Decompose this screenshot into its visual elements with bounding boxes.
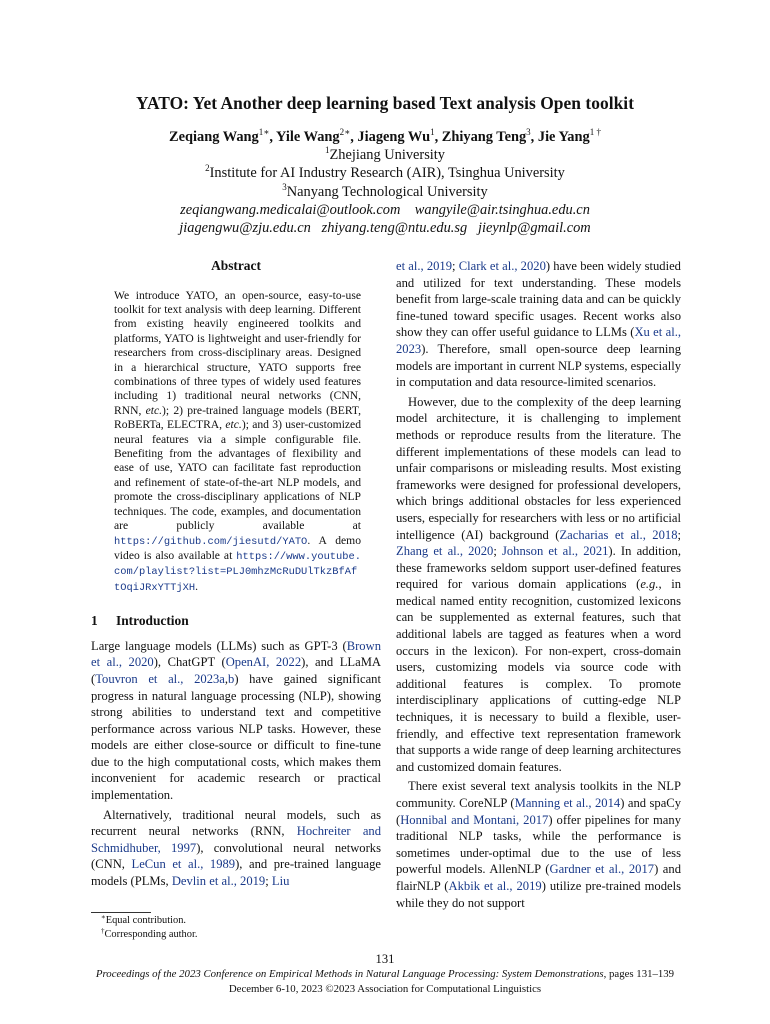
citation-link[interactable]: Liu	[271, 874, 290, 889]
text-span: ) offer pipelines for many traditional NLP tasks, while the performance is sometimes under-optimal due to the use of less powerful models. AllenNLP (	[396, 812, 681, 877]
proceedings-line: December 6-10, 2023 ©2023 Association for Computational Linguistics	[228, 982, 542, 995]
author-mark: 1 †	[589, 127, 601, 137]
author-emails: zeqiangwang.medicalai@outlook.com wangyile@air.tsinghua.edu.cn	[180, 201, 590, 218]
abstract-span: We introduce YATO, an open-source, easy-to-use toolkit for text analysis with deep learning. Different from existing heavily engineered toolkits and platforms, YATO is lightweight and user-friendly for researchers from cross-disciplinary areas. Designed in a hierarchical structure, YATO supports free combinations of three types of widely used features including 1) traditional neural networks (CNN, RNN,	[114, 288, 361, 417]
text-span: ,	[224, 671, 229, 686]
text-span: However, due to the complexity of the deep learning model architecture, it is challenging to implement methods or reproduce results from the literature. The different implementations of these models can lead to unfair comparisons or misleading results. Most existing frameworks were designed for professional developers, which brings additional obstacles for less experienced users, especially for researchers with less or no artificial intelligence (AI) background (	[396, 394, 681, 542]
text-span: ) have gained significant progress in natural language processing (NLP), showing strong abilities to understand text and competitive performance across various NLP tasks. However, these models are either close-source or difficult to fine-tune due to the high computational costs, which makes them inconvenient for academic research or practical implementation.	[91, 671, 381, 803]
text-span: Large language models (LLMs) such as GPT-3 (	[91, 638, 347, 653]
youtube-link[interactable]: https://www.youtube.com/playlist?list=PLJ0mhzMcRuDUlTkzBfAftOqiJRxYTTjXH	[114, 550, 361, 594]
section-number: 1	[91, 613, 98, 629]
section-title: Introduction	[116, 613, 189, 629]
text-span: ), and pre-trained language models (PLMs,	[91, 857, 381, 889]
footnote-rule	[91, 912, 151, 913]
citation-link[interactable]: Hochreiter and Schmidhuber, 1997	[91, 824, 381, 855]
citation-link[interactable]: Brown et al., 2020	[91, 638, 381, 670]
page-number: 131	[375, 952, 395, 966]
author-mark: 2∗	[339, 127, 351, 137]
citation-link[interactable]: Devlin et al., 2019	[171, 874, 266, 889]
citation-link[interactable]: et al., 2019	[396, 259, 453, 273]
abstract-heading: Abstract	[211, 258, 261, 273]
text-span: ;	[677, 527, 681, 542]
citation-link[interactable]: Johnson et al., 2021	[501, 544, 609, 559]
affiliation-text: Nanyang Technological University	[286, 183, 488, 200]
affiliation-text: Zhejiang University	[329, 147, 445, 164]
author-mark: 1	[430, 127, 435, 137]
author-name: , Yile Wang	[269, 129, 340, 145]
author-names	[0, 128, 770, 146]
abstract-text	[91, 289, 381, 596]
text-span: ) and flairNLP (	[396, 862, 681, 893]
text-span: ), and LLaMA (	[91, 655, 381, 686]
footnote	[101, 928, 197, 942]
text-span: ) and spaCy (	[396, 796, 681, 827]
text-span: Alternatively, traditional neural models, such as recurrent neural networks (RNN,	[91, 807, 381, 839]
affiliation-text: Institute for AI Industry Research (AIR), Tsinghua University	[209, 165, 565, 182]
text-span: ) have been widely studied and utilized for text understanding. These models benefit from large-scale training data and can be quickly fine-tuned toward specific usages. Recent works also show they can offer useful guidance to LLMs (	[396, 259, 681, 340]
abstract-span: .	[195, 579, 198, 593]
intro-paragraph	[91, 638, 381, 804]
proceedings-pages: , pages 131–139	[603, 968, 675, 980]
proceedings-footer	[0, 967, 770, 996]
citation-link[interactable]: Touvron et al., 2023a	[95, 671, 225, 686]
citation-link[interactable]: Gardner et al., 2017	[549, 862, 655, 877]
citation-link[interactable]: Zacharias et al., 2018	[559, 527, 678, 542]
text-span: ;	[265, 874, 272, 889]
text-span: e.g.	[640, 577, 659, 592]
author-mark: 1∗	[258, 127, 270, 137]
citation-link[interactable]: Clark et al., 2020	[458, 259, 546, 273]
affiliation-mark: 1	[325, 145, 330, 156]
author-name: , Jie Yang	[530, 129, 590, 145]
citation-link[interactable]: Honnibal and Montani, 2017	[400, 812, 549, 827]
author-mark: 3	[526, 127, 531, 137]
text-span: ), convolutional neural networks (CNN,	[91, 840, 381, 872]
affiliation-mark: 3	[282, 181, 287, 192]
left-column	[91, 258, 381, 890]
affiliation	[0, 164, 770, 182]
author-block	[0, 128, 770, 237]
citation-link[interactable]: Zhang et al., 2020	[396, 544, 494, 559]
citation-link[interactable]: Manning et al., 2014	[514, 796, 621, 810]
proceedings-line	[0, 967, 770, 982]
text-span: ;	[493, 544, 502, 559]
footnote-mark: †	[101, 927, 105, 935]
section-heading	[91, 613, 381, 630]
citation-link[interactable]: b	[228, 671, 235, 686]
citation-link[interactable]: Akbik et al., 2019	[448, 878, 542, 893]
citation-link[interactable]: Xu et al., 2023	[396, 325, 681, 356]
text-span: ). In addition, these frameworks seldom support user-defined features required for various domain applications (	[396, 544, 681, 592]
footnote	[101, 914, 197, 928]
footnotes	[101, 914, 197, 942]
citation-link[interactable]: OpenAI, 2022	[225, 655, 302, 670]
citation-link[interactable]: LeCun et al., 1989	[131, 857, 236, 872]
text-span: ) utilize pre-trained models while they do not support	[396, 878, 681, 910]
footnote-text: Corresponding author.	[104, 929, 198, 940]
affiliation-mark: 2	[205, 163, 210, 174]
footnote-mark: ∗	[101, 913, 106, 921]
right-column	[396, 258, 681, 911]
author-name: , Zhiyang Teng	[434, 129, 527, 145]
intro-paragraph	[396, 394, 681, 776]
text-span: ). Therefore, small open-source deep learning models are important in current NLP systems, especially in computation and data resource-limited scenarios.	[396, 341, 681, 390]
affiliation	[0, 146, 770, 164]
footnote-text: Equal contribution.	[105, 915, 186, 926]
github-link[interactable]: https://github.com/jiesutd/YATO	[114, 535, 308, 548]
affiliation	[0, 183, 770, 201]
abstract-span: etc.	[225, 418, 242, 432]
author-name: Zeqiang Wang	[169, 129, 259, 145]
text-span: ;	[452, 259, 459, 273]
author-emails: jiagengwu@zju.edu.cn zhiyang.teng@ntu.edu.sg jieynlp@gmail.com	[179, 220, 591, 237]
text-span: , in medical named entity recognition, customized lexicons can be supplemented as external features, such that additional labels are tagged as features when a word occurs in the lexicon). For non-expert, cross-domain users, customizing models via source code with additional features is complex. To promote interdisciplinary applications of cutting-edge NLP techniques, it is necessary to build a flexible, user-friendly, and effective text representation framework that supports a wide range of deep learning architectures and customized domain features.	[396, 577, 681, 774]
intro-paragraph	[91, 807, 381, 890]
abstract-span: . A demo video is also available at	[114, 533, 361, 562]
abstract-span: ); and 3) user-customized neural features via a simple configurable file. Benefiting from the advantages of flexibility and ease of use, YATO can facilitate fast reproduction and refinement of state-of-the-art NLP models, and promote the cross-disciplinary applications of NLP techniques. The code, examples, and documentation are publicly available at	[114, 418, 362, 533]
author-name: , Jiageng Wu	[350, 129, 431, 145]
paper-title: YATO: Yet Another deep learning based Text analysis Open toolkit	[135, 93, 635, 113]
text-span: ), ChatGPT (	[153, 655, 226, 670]
proceedings-title: Proceedings of the 2023 Conference on Empirical Methods in Natural Language Processing: System Demonstrations	[95, 968, 604, 980]
abstract-span: etc.	[145, 403, 163, 417]
text-span: There exist several text analysis toolkits in the NLP community. CoreNLP (	[396, 779, 681, 810]
abstract-span: ); 2) pre-trained language models (BERT, RoBERTa, ELECTRA,	[114, 403, 361, 432]
intro-paragraph	[396, 258, 681, 391]
intro-paragraph	[396, 778, 681, 911]
